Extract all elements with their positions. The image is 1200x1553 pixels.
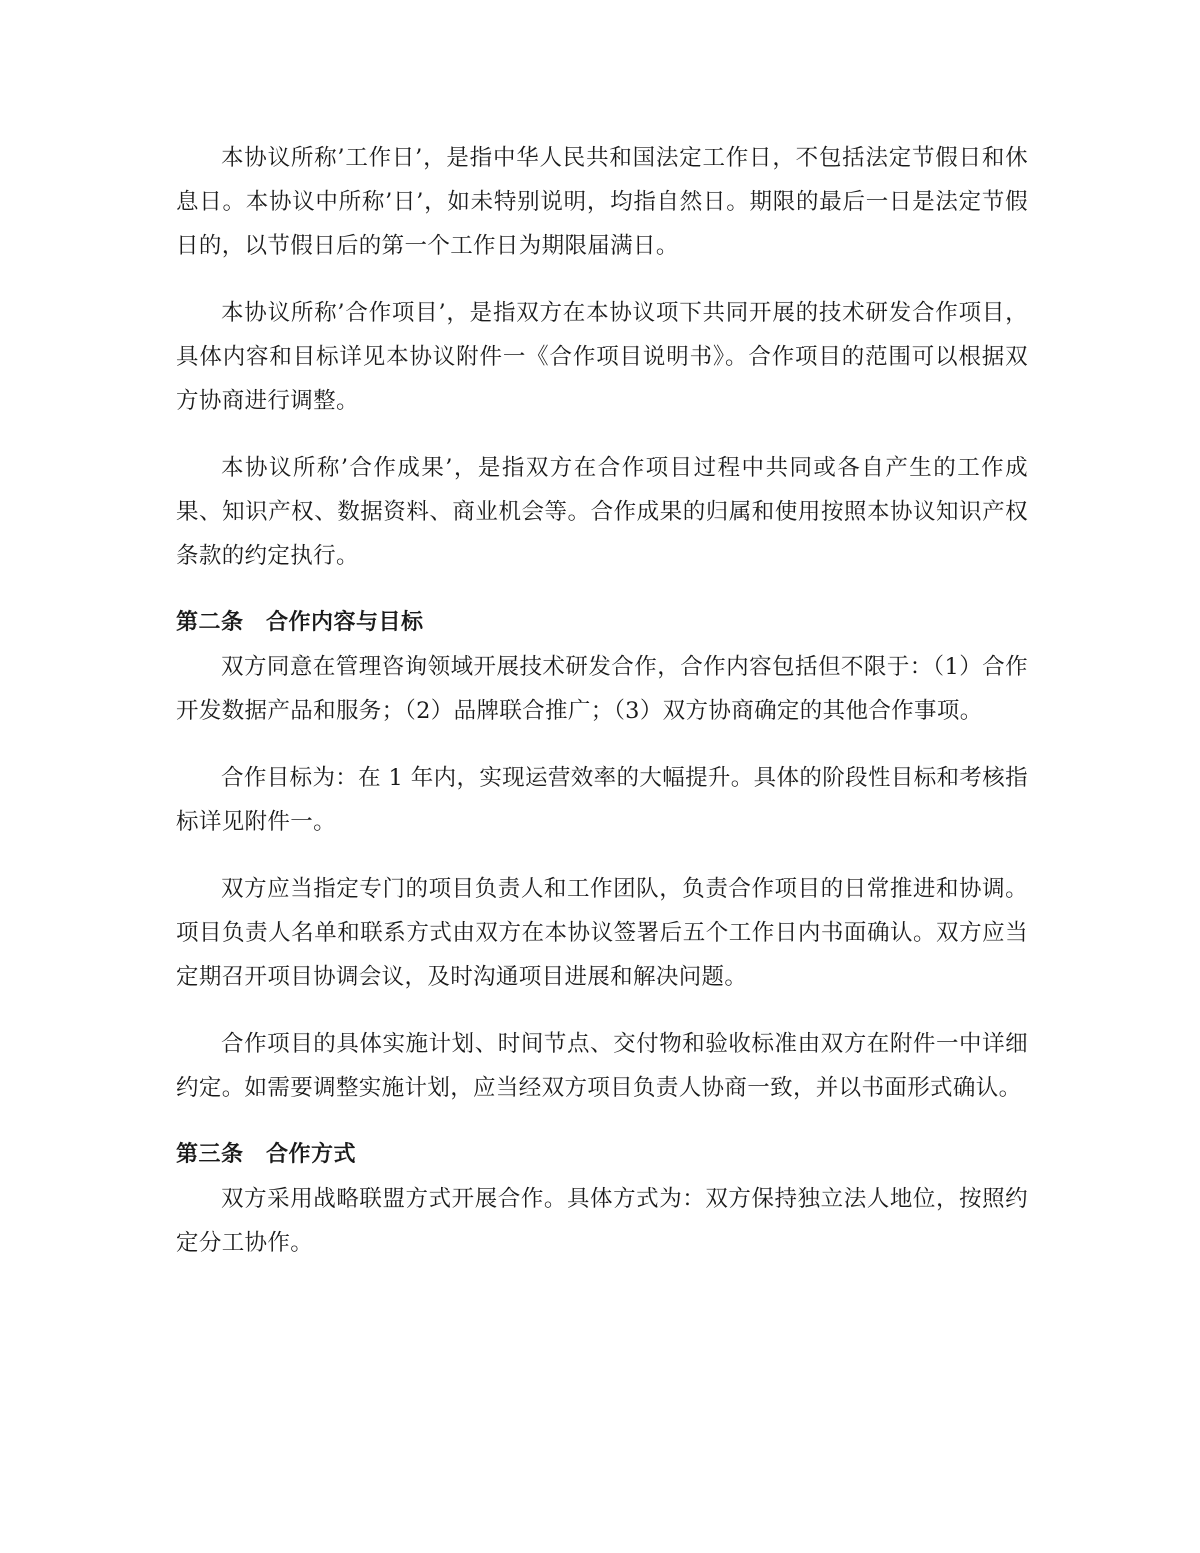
article-3-heading: 第三条 合作方式	[176, 1142, 357, 1167]
paragraph-cooperation-goal: 合作目标为：在 1 年内，实现运营效率的大幅提升。具体的阶段性目标和考核指标详见附件一。	[176, 765, 1028, 835]
paragraph-implementation-plan: 合作项目的具体实施计划、时间节点、交付物和验收标准由双方在附件一中详细约定。如需要调整实施计划，应当经双方项目负责人协商一致，并以书面形式确认。	[176, 1031, 1028, 1101]
document-body	[176, 136, 1028, 1288]
paragraph-workday-definition: 本协议所称’工作日’，是指中华人民共和国法定工作日，不包括法定节假日和休息日。本协议中所称’日’，如未特别说明，均指自然日。期限的最后一日是法定节假日的，以节假日后的第一个工作日为期限届满日。	[176, 145, 1028, 259]
paragraph-project-team: 双方应当指定专门的项目负责人和工作团队，负责合作项目的日常推进和协调。项目负责人名单和联系方式由双方在本协议签署后五个工作日内书面确认。双方应当定期召开项目协调会议，及时沟通项目进展和解决问题。	[176, 876, 1028, 990]
article-2-heading: 第二条 合作内容与目标	[176, 610, 424, 635]
paragraph-results-definition: 本协议所称’合作成果’，是指双方在合作项目过程中共同或各自产生的工作成果、知识产权、数据资料、商业机会等。合作成果的归属和使用按照本协议知识产权条款的约定执行。	[176, 455, 1028, 569]
paragraph-cooperation-method: 双方采用战略联盟方式开展合作。具体方式为：双方保持独立法人地位，按照约定分工协作。	[176, 1186, 1028, 1256]
paragraph-project-definition: 本协议所称’合作项目’，是指双方在本协议项下共同开展的技术研发合作项目，具体内容和目标详见本协议附件一《合作项目说明书》。合作项目的范围可以根据双方协商进行调整。	[176, 300, 1028, 414]
paragraph-cooperation-content: 双方同意在管理咨询领域开展技术研发合作，合作内容包括但不限于：（1）合作开发数据产品和服务；（2）品牌联合推广；（3）双方协商确定的其他合作事项。	[176, 654, 1028, 724]
